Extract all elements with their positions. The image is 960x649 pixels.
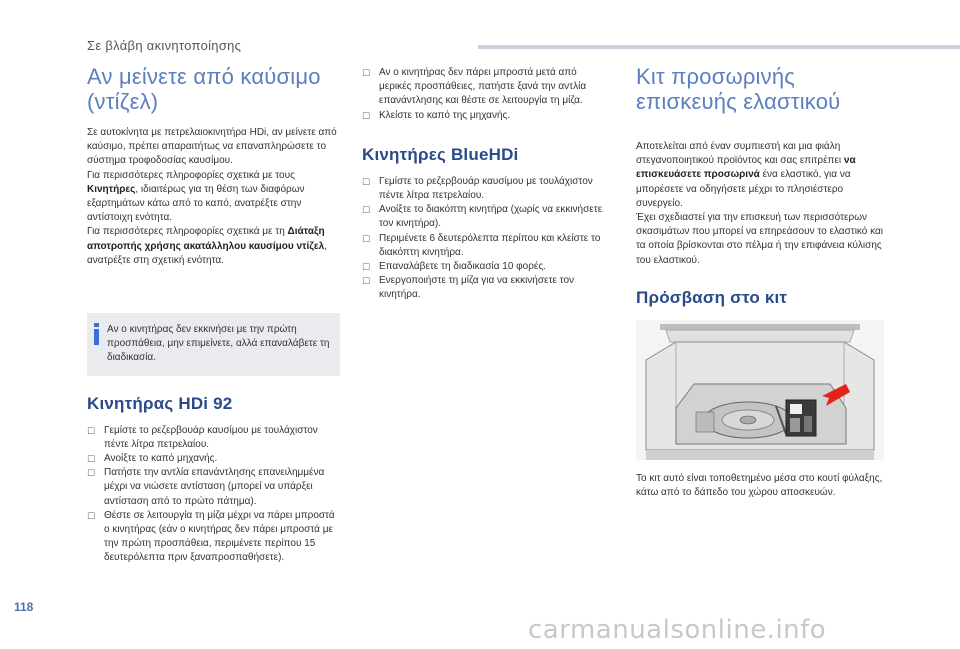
list-item: ☐ Γεμίστε το ρεζερβουάρ καυσίμου με τουλάχιστον πέντε λίτρα πετρελαίου. [87, 424, 340, 452]
info-icon [94, 323, 99, 345]
kit-paragraph [636, 140, 884, 268]
kit-caption: Το κιτ αυτό είναι τοποθετημένο μέσα στο κουτί φύλαξης, κάτω από το δάπεδο του χώρου αποσκευών. [636, 472, 883, 499]
intro-paragraph [87, 126, 340, 268]
hdi92-steps-continued [362, 66, 608, 123]
list-item: ☐ Ενεργοποιήστε τη μίζα για να εκκινήσετε τον κινητήρα. [362, 274, 608, 302]
list-item: ☐ Αν ο κινητήρας δεν πάρει μπροστά μετά από μερικές προσπάθειες, πατήστε ξανά την αντλία επανάντλησης και θέστε σε λειτουργία τη μίζα. [362, 66, 608, 109]
list-item: ☐ Περιμένετε 6 δευτερόλεπτα περίπου και κλείστε το διακόπτη κινητήρα. [362, 232, 608, 260]
list-item: ☐ Κλείστε το καπό της μηχανής. [362, 109, 608, 123]
intro-text-3: , ιδιαιτέρως για τη θέση των διαφόρων εξαρτημάτων κάτω από το καπό, ανατρέξτε στην αντίστοιχη ενότητα. [87, 183, 305, 224]
kit-text-1: Αποτελείται από έναν συμπιεστή και μια φιάλη στεγανοποιητικού προϊόντος και σας επιτρέπει [636, 141, 844, 167]
intro-text-2: Για περισσότερες πληροφορίες σχετικά με τους [87, 169, 295, 181]
intro-text-1: Σε αυτοκίνητα με πετρελαιοκινητήρα HDi, αν μείνετε από καύσιμο, πρέπει απαραιτήτως να επαναπληρώσετε το σύστημα τροφοδοσίας καυσίμου. [87, 127, 337, 167]
list-item: ☐ Ανοίξτε το καπό μηχανής. [87, 452, 340, 466]
section-title-bluehdi: Κινητήρες BlueHDi [362, 144, 519, 164]
section-title-repair-kit: Κιτ προσωρινής επισκευής ελαστικού [636, 64, 841, 114]
column-2 [362, 66, 608, 303]
list-item: ☐ Ανοίξτε το διακόπτη κινητήρα (χωρίς να εκκινήσετε τον κινητήρα). [362, 203, 608, 231]
section-title-kit-access: Πρόσβαση στο κιτ [636, 287, 788, 307]
intro-text-4: Για περισσότερες πληροφορίες σχετικά με τη [87, 226, 288, 238]
intro-bold-misfuel: Διάταξη αποτροπής χρήσης ακατάλληλου καυσίμου ντίζελ [87, 226, 325, 252]
list-item: ☐ Πατήστε την αντλία επανάντλησης επανειλημμένα μέχρι να νιώσετε αντίσταση (μπορεί να υπάρξει αντίσταση από το πρώτο πάτημα). [87, 466, 340, 509]
watermark: carmanualsonline.info [528, 615, 827, 645]
trunk-kit-illustration [636, 320, 884, 460]
page-header-title: Σε βλάβη ακινητοποίησης [87, 38, 242, 53]
column-1 [87, 64, 340, 566]
page-number: 118 [14, 600, 34, 614]
kit-text-2: ένα ελαστικό, για να μπορέσετε να οδηγήσετε μέχρι το πλησιέστερο συνεργείο. [636, 169, 851, 209]
hdi92-steps [87, 424, 340, 566]
list-item: ☐ Επαναλάβετε τη διαδικασία 10 φορές. [362, 260, 608, 274]
info-note [87, 313, 340, 376]
trunk-illustration-svg [636, 320, 884, 460]
section-title-hdi92: Κινητήρας HDi 92 [87, 393, 233, 413]
section-title-out-of-fuel: Αν μείνετε από καύσιμο (ντίζελ) [87, 64, 321, 114]
intro-text-5: , ανατρέξτε στη σχετική ενότητα. [87, 240, 327, 266]
kit-bold-repair: να επισκευάσετε προσωρινά [636, 155, 856, 181]
intro-bold-engines: Κινητήρες [87, 183, 136, 195]
list-item: ☐ Θέστε σε λειτουργία τη μίζα μέχρι να πάρει μπροστά ο κινητήρας (εάν ο κινητήρας δεν πάρει μπροστά με την πρώτη προσπάθεια, περιμένετε περίπου 15 δευτερόλεπτα πριν ξαναπροσπαθήσετε). [87, 509, 340, 566]
list-item: ☐ Γεμίστε το ρεζερβουάρ καυσίμου με τουλάχιστον πέντε λίτρα πετρελαίου. [362, 175, 608, 203]
header-rule [478, 45, 960, 49]
kit-text-3: Έχει σχεδιαστεί για την επισκευή των περισσότερων σκασιμάτων που μπορεί να επηρεάσουν το ελαστικό και τα οποία βρίσκονται στο πέλμα ή την επιφάνεια κύλισης του ελαστικού. [636, 212, 884, 266]
info-note-text: Αν ο κινητήρας δεν εκκινήσει με την πρώτη προσπάθεια, μην επιμείνετε, αλλά επαναλάβετε τη διαδικασία. [107, 324, 330, 364]
bluehdi-steps [362, 175, 608, 303]
column-3 [636, 64, 884, 500]
